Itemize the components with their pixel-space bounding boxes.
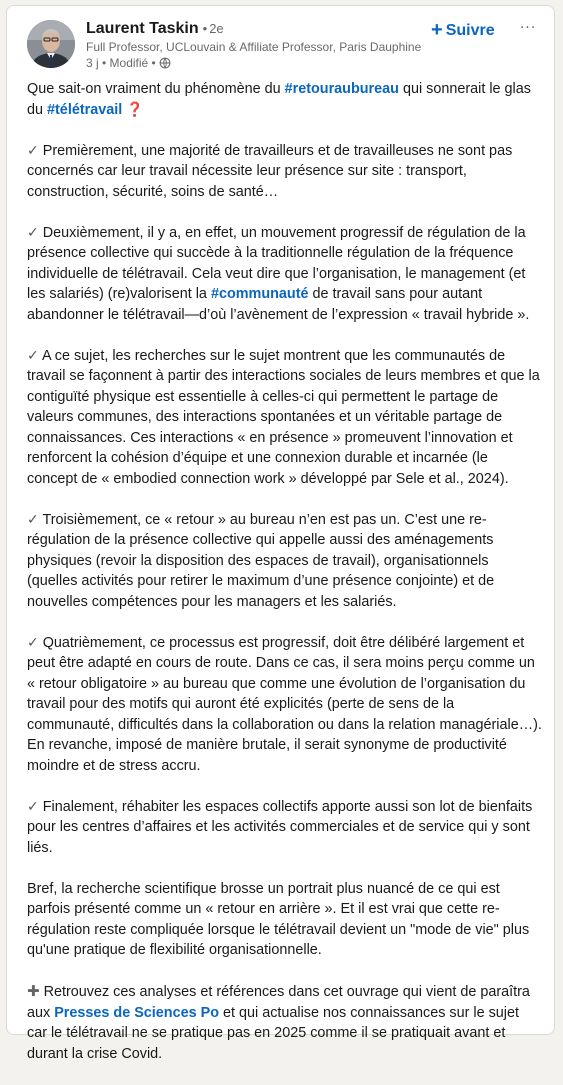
paragraph-1-text: Premièrement, une majorité de travailleurs et de travailleuses ne sont pas concernés car leur travail nécessite leur présence sur site : transport, construction, sécurité, soins de santé…	[27, 142, 513, 200]
post-meta	[86, 56, 171, 72]
post-card	[6, 5, 555, 1062]
plus-sign-icon: ✚	[27, 982, 40, 1000]
avatar[interactable]	[27, 20, 75, 68]
post-intro	[27, 79, 542, 120]
post-paragraph-5	[27, 633, 542, 777]
paragraph-8-text-after: et qui actualise nos connaissances sur le sujet car le télétravail ne se pratique pas en 2025 comme il se pratiquait avant et durant la crise Covid.	[27, 1004, 519, 1062]
paragraph-5-text: Quatrièmement, ce processus est progressif, doit être délibéré largement et peut être adapté en cours de route. Dans ce cas, il sera moins perçu comme un « retour obligatoire » au bureau que comme une évolution de l’organisation du travail pour des motifs qui auront été explicités (perte de sens de la communauté, difficultés dans la collaboration ou dans la relation managériale…). En revanche, imposé de manière brutale, il serait synonyme de productivité moindre et de stress accru.	[27, 634, 542, 774]
intro-text-1: Que sait-on vraiment du phénomène du	[27, 81, 285, 97]
post-paragraph-7: Bref, la recherche scientifique brosse un portrait plus nuancé de ce qui est parfois présenté comme un « retour en arrière ». Et il est vrai que cette re-régulation reste compliquée lorsque le télétravail devient un "mode de vie" plus qu'une pratique de flexibilité organisationnelle.	[27, 880, 530, 958]
author-name[interactable]: Laurent Taskin	[86, 20, 199, 37]
degree-separator: •	[202, 21, 208, 36]
post-paragraph-2	[27, 223, 542, 326]
author-name-line	[86, 20, 224, 38]
paragraph-2-text-after: de travail sans pour autant abandonner le télétravail—d’où l’avènement de l’expression « travail hybride ».	[27, 286, 530, 323]
post-paragraph-6	[27, 797, 542, 859]
author-headline: Full Professor, UCLouvain & Affiliate Professor, Paris Dauphine	[86, 40, 422, 54]
hashtag-teletravail[interactable]: #télétravail	[47, 101, 123, 118]
paragraph-8-text-before: Retrouvez ces analyses et références dans cet ouvrage qui vient de paraîtra aux	[27, 984, 530, 1021]
intro-text-2: qui sonnerait le glas du	[27, 81, 531, 118]
hashtag-retouraubureau[interactable]: #retouraubureau	[284, 81, 399, 97]
plus-icon: +	[431, 18, 443, 41]
paragraph-6-text: Finalement, réhabiter les espaces collectifs apporte aussi son lot de bienfaits pour les centres d’affaires et les activités commerciales et de service qui y sont liés.	[27, 798, 533, 856]
post-paragraph-4	[27, 510, 542, 613]
connection-degree: 2e	[209, 21, 224, 36]
paragraph-2-text-before: Deuxièmement, il y a, en effet, un mouvement progressif de régulation de la présence collective qui succède à la traditionnelle régulation de la fréquence individuelle de télétravail. Cela veut dire que l’organisation, le management (et les salariés) (re)valorisent la	[27, 224, 526, 302]
more-options-icon[interactable]: ···	[516, 16, 540, 40]
globe-icon	[159, 57, 171, 72]
post-paragraph-1	[27, 141, 542, 203]
post-time: 3 j • Modifié •	[86, 56, 156, 70]
check-mark-icon: ✓	[27, 224, 39, 241]
post-paragraph-3	[27, 346, 542, 490]
post-body	[27, 79, 542, 1085]
check-mark-icon: ✓	[27, 142, 39, 159]
check-mark-icon: ✓	[27, 511, 39, 528]
post-header	[7, 6, 554, 82]
check-mark-icon: ✓	[27, 634, 39, 651]
follow-label: Suivre	[445, 21, 495, 39]
hashtag-communaute[interactable]: #communauté	[210, 286, 309, 302]
check-mark-icon: ✓	[27, 347, 39, 364]
follow-button[interactable]	[431, 16, 495, 44]
presses-de-sciences-po-link[interactable]: Presses de Sciences Po	[54, 1004, 219, 1021]
post-paragraph-8	[27, 981, 542, 1064]
author-photo	[27, 20, 75, 68]
check-mark-icon: ✓	[27, 798, 39, 815]
red-question-mark-icon: ❓	[126, 101, 144, 118]
paragraph-4-text: Troisièmement, ce « retour » au bureau n’en est pas un. C’est une re-régulation de la présence collective qui appelle aussi des aménagements physiques (revoir la disposition des espaces de travail), organisationnels (quelles activités pour retirer le maximum d’une présence conjointe) et de nouvelles compétences pour les managers et les salariés.	[27, 511, 495, 610]
paragraph-3-text: A ce sujet, les recherches sur le sujet montrent que les communautés de travail se façonnent à partir des interactions sociales de leurs membres et que la contiguïté physique est essentielle à celles-ci qui permettent le partage de valeurs communes, des interactions spontanées et un véritable partage de connaissances. Ces interactions « en présence » promeuvent l’innovation et renforcent la cohésion d’équipe et une connexion durable et incarnée (le concept de « embodied connection work » développé par Sele et al., 2024).	[27, 347, 540, 487]
